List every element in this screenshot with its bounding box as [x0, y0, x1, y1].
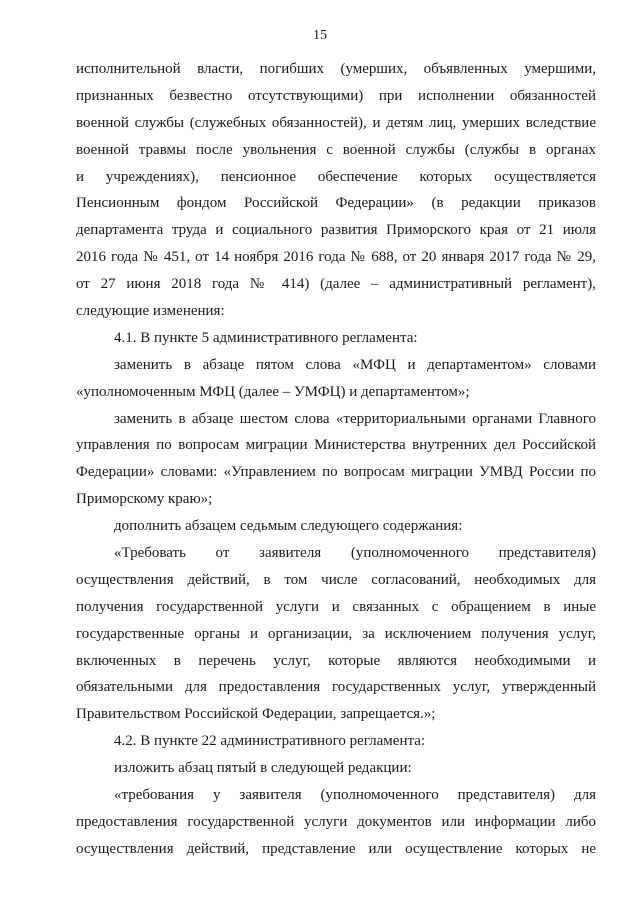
text-line: 4.2. В пункте 22 административного регламента:	[114, 733, 426, 750]
text-line: признанных безвестно отсутствующими) при исполнении обязанностей	[76, 87, 596, 104]
text-line: исполнительной власти, погибших (умерших, объявленных умершими,	[76, 61, 596, 77]
text-line: обязательными для предоставления государственных услуг, утвержденный	[76, 679, 596, 696]
text-line: государственные органы и организации, за исключением получения услуг,	[76, 625, 596, 642]
page-number: 15	[313, 28, 327, 43]
text-line: управления по вопросам миграции Министерства внутренних дел Российской	[76, 437, 596, 454]
text-line: 4.1. В пункте 5 административного регламента:	[114, 329, 418, 346]
text-line: военной травмы после увольнения с военной службы (службы в органах	[76, 141, 596, 158]
text-line: изложить абзац пятый в следующей редакции:	[114, 760, 412, 777]
text-line: включенных в перечень услуг, которые являются необходимыми и	[76, 652, 596, 669]
text-line: Пенсионным фондом Российской Федерации» (в редакции приказов	[76, 195, 596, 212]
text-line: заменить в абзаце шестом слова «территориальными органами Главного	[114, 410, 596, 427]
text-line: от 27 июня 2018 года № 414) (далее – административный регламент),	[76, 276, 596, 293]
text-line: осуществления действий, представление или осуществление которых не	[76, 840, 596, 857]
text-line: заменить в абзаце пятом слова «МФЦ и департаментом» словами	[114, 356, 596, 373]
text-line: следующие изменения:	[76, 303, 225, 320]
text-line: и учреждениях), пенсионное обеспечение которых осуществляется	[76, 168, 596, 185]
text-line: военной службы (служебных обязанностей), и детям лиц, умерших вследствие	[76, 114, 596, 131]
text-line: Правительством Российской Федерации, запрещается.»;	[76, 706, 436, 723]
text-line: дополнить абзацем седьмым следующего содержания:	[114, 518, 463, 535]
text-line: получения государственной услуги и связанных с обращением в иные	[76, 598, 596, 615]
text-line: «Требовать от заявителя (уполномоченного представителя)	[114, 545, 596, 562]
text-line: 2016 года № 451, от 14 ноября 2016 года № 688, от 20 января 2017 года № 29,	[76, 249, 596, 266]
text-line: осуществления действий, в том числе согласований, необходимых для	[76, 571, 596, 588]
text-line: Приморскому краю»;	[76, 491, 213, 508]
text-line: департамента труда и социального развития Приморского края от 21 июля	[76, 222, 596, 239]
text-line: «требования у заявителя (уполномоченного представителя) для	[114, 787, 596, 804]
document-body	[76, 56, 596, 863]
text-line: Федерации» словами: «Управлением по вопросам миграции УМВД России по	[76, 464, 596, 481]
text-line: «уполномоченным МФЦ (далее – УМФЦ) и департаментом»;	[76, 383, 470, 400]
text-line: предоставления государственной услуги документов или информации либо	[76, 813, 596, 830]
